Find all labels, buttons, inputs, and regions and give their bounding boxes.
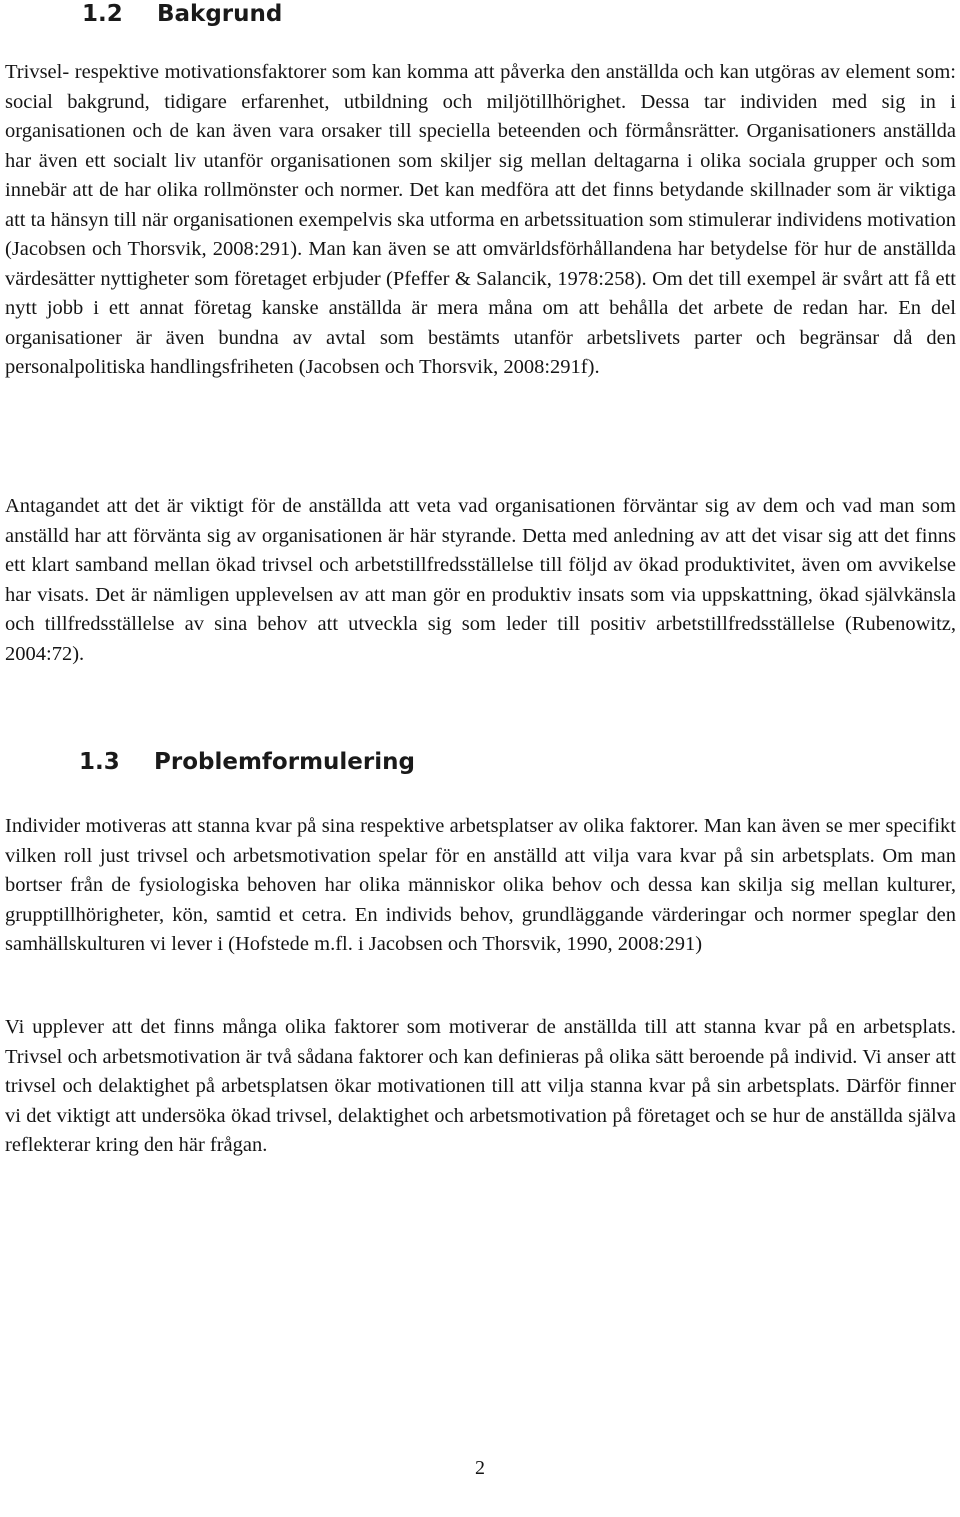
page-number: 2 bbox=[475, 1457, 485, 1479]
section-heading-problemformulering bbox=[79, 748, 415, 776]
section-title: Problemformulering bbox=[154, 749, 415, 775]
section-title: Bakgrund bbox=[157, 1, 283, 27]
section-number: 1.3 bbox=[79, 749, 120, 775]
paragraph: Individer motiveras att stanna kvar på sina respektive arbetsplatser av olika faktorer. Man kan även se mer specifikt vilken roll just trivsel och arbetsmotivation spelar för en anställd att vilja vara kvar på sin arbetsplats. Om man bortser från de fysiologiska behoven har olika människor olika behov och dessa kan skilja sig mellan kulturer, grupptillhörigheter, kön, samtid et cetra. En individs behov, grundläggande värderingar och normer speglar den samhällskulturen vi lever i (Hofstede m.fl. i Jacobsen och Thorsvik, 1990, 2008:291) bbox=[5, 815, 956, 955]
paragraph: Trivsel- respektive motivationsfaktorer som kan komma att påverka den anställda och kan utgöras av element som: social bakgrund, tidigare erfarenhet, utbildning och miljötillhörighet. Dessa tar individen med sig in i organisationen och de kan även vara orsaker till speciella beteenden och förmånsrätter. Organisationers anställda har även ett socialt liv utanför organisationen som skiljer sig mellan deltagarna i olika sociala grupper och som innebär att de har olika rollmönster och normer. Det kan medföra att det finns betydande skillnader som är viktiga att ta hänsyn till när organisationen exempelvis ska utforma en arbetssituation som stimulerar individens motivation (Jacobsen och Thorsvik, 2008:291). Man kan även se att omvärldsförhållandena har betydelse för hur de anställda värdesätter nyttigheter som företaget erbjuder (Pfeffer & Salancik, 1978:258). Om det till exempel är svårt att få ett nytt jobb i ett annat företag kanske anställda är mera måna om att behålla det arbete de redan har. En del organisationer är även bundna av avtal som bestämts utanför arbetslivets parter och begränsar då den personalpolitiska handlingsfriheten (Jacobsen och Thorsvik, 2008:291f). bbox=[5, 61, 956, 378]
paragraph: Antagandet att det är viktigt för de anställda att veta vad organisationen förväntar sig av dem och vad man som anställd har att förvänta sig av organisationen är här styrande. Detta med anledning av att det visar sig att det finns ett klart samband mellan ökad trivsel och arbetstillfredsställelse till följd av ökad produktivitet, även om avvikelse har visats. Det är nämligen upplevelsen av att man gör en produktiv insats som via uppskattning, ökad självkänsla och tillfredsställelse av sina behov att utveckla sig som leder till positiv arbetstillfredsställelse (Rubenowitz, 2004:72). bbox=[5, 495, 956, 665]
paragraph: Vi upplever att det finns många olika faktorer som motiverar de anställda till att stanna kvar på en arbetsplats. Trivsel och arbetsmotivation är två sådana faktorer och kan definieras på olika sätt beroende på individ. Vi anser att trivsel och delaktighet på arbetsplatsen ökar motivationen till att vilja stanna kvar på sin arbetsplats. Därför finner vi det viktigt att undersöka ökad trivsel, delaktighet och arbetsmotivation på företaget och se hur de anställda själva reflekterar kring den här frågan. bbox=[5, 1016, 956, 1156]
section-heading-bakgrund bbox=[82, 0, 282, 28]
section-number: 1.2 bbox=[82, 1, 123, 27]
